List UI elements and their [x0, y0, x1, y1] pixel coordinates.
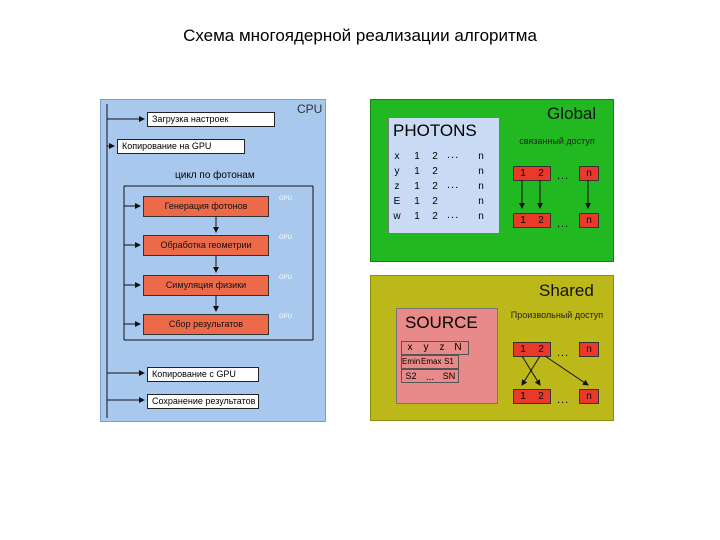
photons-cell: 2	[432, 211, 438, 222]
photons-dots: ...	[447, 209, 460, 221]
gpu-tag-2: GPU	[279, 235, 293, 241]
photons-row-label: E	[393, 196, 401, 207]
mem-cell: 1	[520, 391, 526, 402]
mem-cell: n	[586, 215, 592, 226]
source-cell: Emax	[421, 357, 442, 366]
gpu-step-geometry: Обработка геометрии	[143, 235, 269, 256]
mem-cell: 2	[538, 344, 544, 355]
source-title: SOURCE	[405, 313, 478, 332]
photons-row-label: y	[394, 166, 400, 177]
step-load-settings: Загрузка настроек	[147, 112, 275, 127]
shared-memory-arrows	[522, 356, 588, 385]
photons-cell: n	[478, 166, 484, 177]
step-save-results: Сохранение результатов	[147, 394, 259, 409]
photons-row-label: x	[394, 151, 400, 162]
coalesced-access-note: связанный доступ	[519, 136, 595, 146]
photons-row-label: w	[393, 211, 401, 222]
mem-cell: 1	[520, 168, 526, 179]
mem-cell: n	[586, 391, 592, 402]
mem-dots: ...	[557, 218, 570, 230]
mem-cell: n	[586, 168, 592, 179]
mem-dots: ...	[557, 394, 570, 406]
photons-dots: ...	[447, 179, 460, 191]
photons-dots: ...	[447, 149, 460, 161]
mem-cell: 2	[538, 168, 544, 179]
global-memory-arrows	[522, 180, 588, 208]
photons-cell: 2	[432, 166, 438, 177]
gpu-step-generate-photons: Генерация фотонов	[143, 196, 269, 217]
photons-cell: n	[478, 181, 484, 192]
mem-dots: ...	[557, 170, 570, 182]
mem-cell: 1	[520, 344, 526, 355]
photons-cell: n	[478, 196, 484, 207]
photons-cell: 2	[432, 151, 438, 162]
mem-cell: 1	[520, 215, 526, 226]
photons-cell: 1	[414, 166, 420, 177]
photons-row-label: z	[394, 181, 400, 192]
source-cell: Emin	[402, 357, 421, 366]
photons-cell: 2	[432, 196, 438, 207]
photons-cell: 1	[414, 196, 420, 207]
gpu-step-collect-results: Сбор результатов	[143, 314, 269, 335]
photons-cell: n	[478, 211, 484, 222]
photons-cell: 1	[414, 211, 420, 222]
gpu-tag-4: GPU	[279, 314, 293, 320]
shared-title: Shared	[539, 281, 594, 300]
gpu-tag-1: GPU	[279, 196, 293, 202]
mem-cell: 2	[538, 215, 544, 226]
step-copy-from-gpu: Копирование с GPU	[147, 367, 259, 382]
gpu-step-physics: Симуляция физики	[143, 275, 269, 296]
mem-dots: ...	[557, 347, 570, 359]
photons-cell: n	[478, 151, 484, 162]
source-cell: z	[439, 342, 445, 353]
source-dots: ...	[425, 372, 435, 383]
gpu-tag-3: GPU	[279, 275, 293, 281]
source-cell: S1	[444, 357, 454, 366]
global-title: Global	[547, 104, 597, 123]
photons-cell: 2	[432, 181, 438, 192]
source-cell: y	[423, 342, 429, 353]
random-access-note: Произвольный доступ	[510, 310, 604, 320]
source-cell: x	[407, 342, 413, 353]
cpu-flow-lines	[107, 104, 313, 418]
photons-cell: 1	[414, 151, 420, 162]
source-cell: S2	[405, 371, 417, 381]
photons-cell: 1	[414, 181, 420, 192]
photons-title: PHOTONS	[393, 121, 477, 140]
source-cell: SN	[442, 371, 456, 381]
cpu-label: CPU	[297, 102, 323, 116]
step-copy-to-gpu: Копирование на GPU	[117, 139, 245, 154]
source-cell: N	[454, 342, 462, 353]
loop-label: цикл по фотонам	[175, 170, 255, 181]
slide-title: Схема многоядерной реализации алгоритма	[183, 26, 537, 45]
mem-cell: 2	[538, 391, 544, 402]
mem-cell: n	[586, 344, 592, 355]
